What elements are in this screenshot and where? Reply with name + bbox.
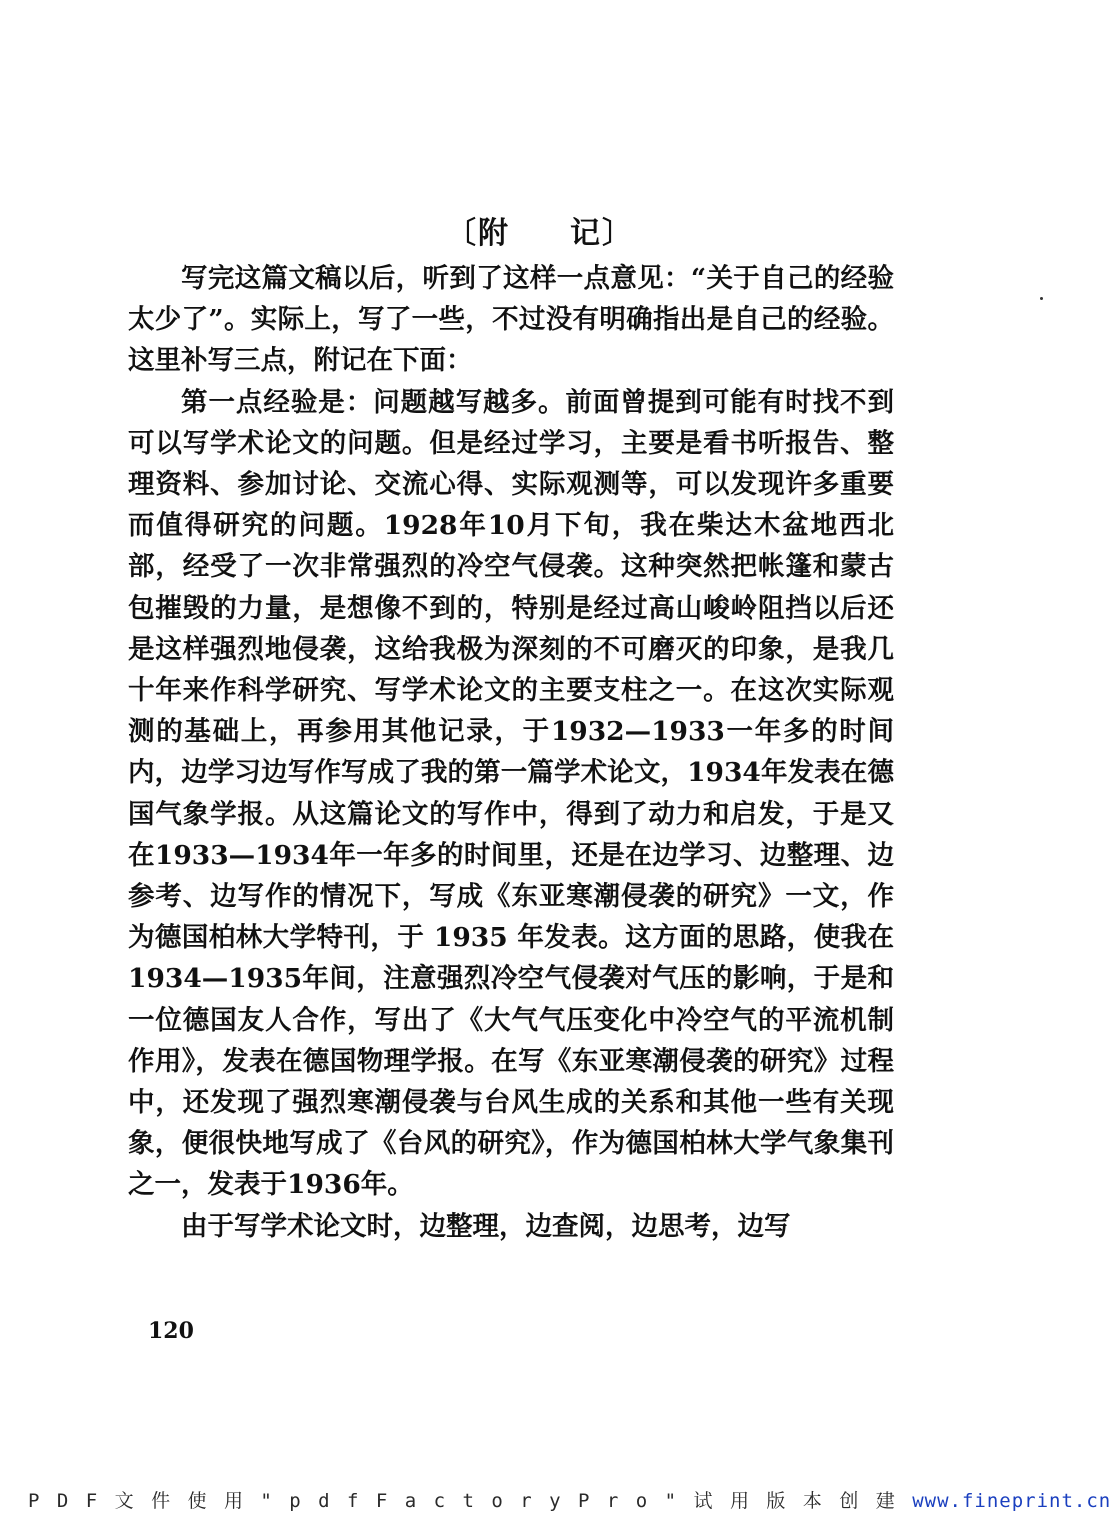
body-text [128,258,894,1247]
margin-speck [1040,297,1043,300]
paragraph-2: 第一点经验是：问题越写越多。前面曾提到可能有时找不到可以写学术论文的问题。但是经过学习，主要是看书听报告、整理资料、参加讨论、交流心得、实际观测等，可以发现许多重要而值得研究的问题。1928年10月下旬，我在柴达木盆地西北部，经受了一次非常强烈的冷空气侵袭。这种突然把帐篷和蒙古包摧毁的力量，是想像不到的，特别是经过高山峻岭阻挡以后还是这样强烈地侵袭，这给我极为深刻的不可磨灭的印象，是我几十年来作科学研究、写学术论文的主要支柱之一。在这次实际观测的基础上，再参用其他记录，于1932—1933一年多的时间内，边学习边写作写成了我的第一篇学术论文，1934年发表在德国气象学报。从这篇论文的写作中，得到了动力和启发，于是又在1933—1934年一年多的时间里，还是在边学习、边整理、边参考、边写作的情况下，写成《东亚寒潮侵袭的研究》一文，作为德国柏林大学特刊，于 1935 年发表。这方面的思路，使我在 1934—1935年间，注意强烈冷空气侵袭对气压的影响，于是和一位德国友人合作，写出了《大气气压变化中冷空气的平流机制作用》，发表在德国物理学报。在写《东亚寒潮侵袭的研究》过程中，还发现了强烈寒潮侵袭与台风生成的关系和其他一些有关现象，便很快地写成了《台风的研究》，作为德国柏林大学气象集刊之一，发表于1936年。 [128,386,894,1201]
title-left: 〔附 [446,216,510,251]
page-number: 120 [148,1318,194,1344]
paragraph-3: 由于写学术论文时，边整理，边查阅，边思考，边写 [181,1210,791,1242]
watermark-link[interactable]: www.fineprint.cn [912,1490,1111,1512]
pdf-watermark [28,1486,1111,1513]
page-title [0,208,1080,252]
paragraph-1: 写完这篇文稿以后，听到了这样一点意见：“关于自己的经验太少了”。实际上，写了一些，不过没有明确指出是自己的经验。这里补写三点，附记在下面： [128,263,894,377]
watermark-text: P D F 文 件 使 用 " p d f F a c t o r y P r o " 试 用 版 本 创 建 [28,1490,898,1512]
title-right: 记〕 [570,216,634,251]
